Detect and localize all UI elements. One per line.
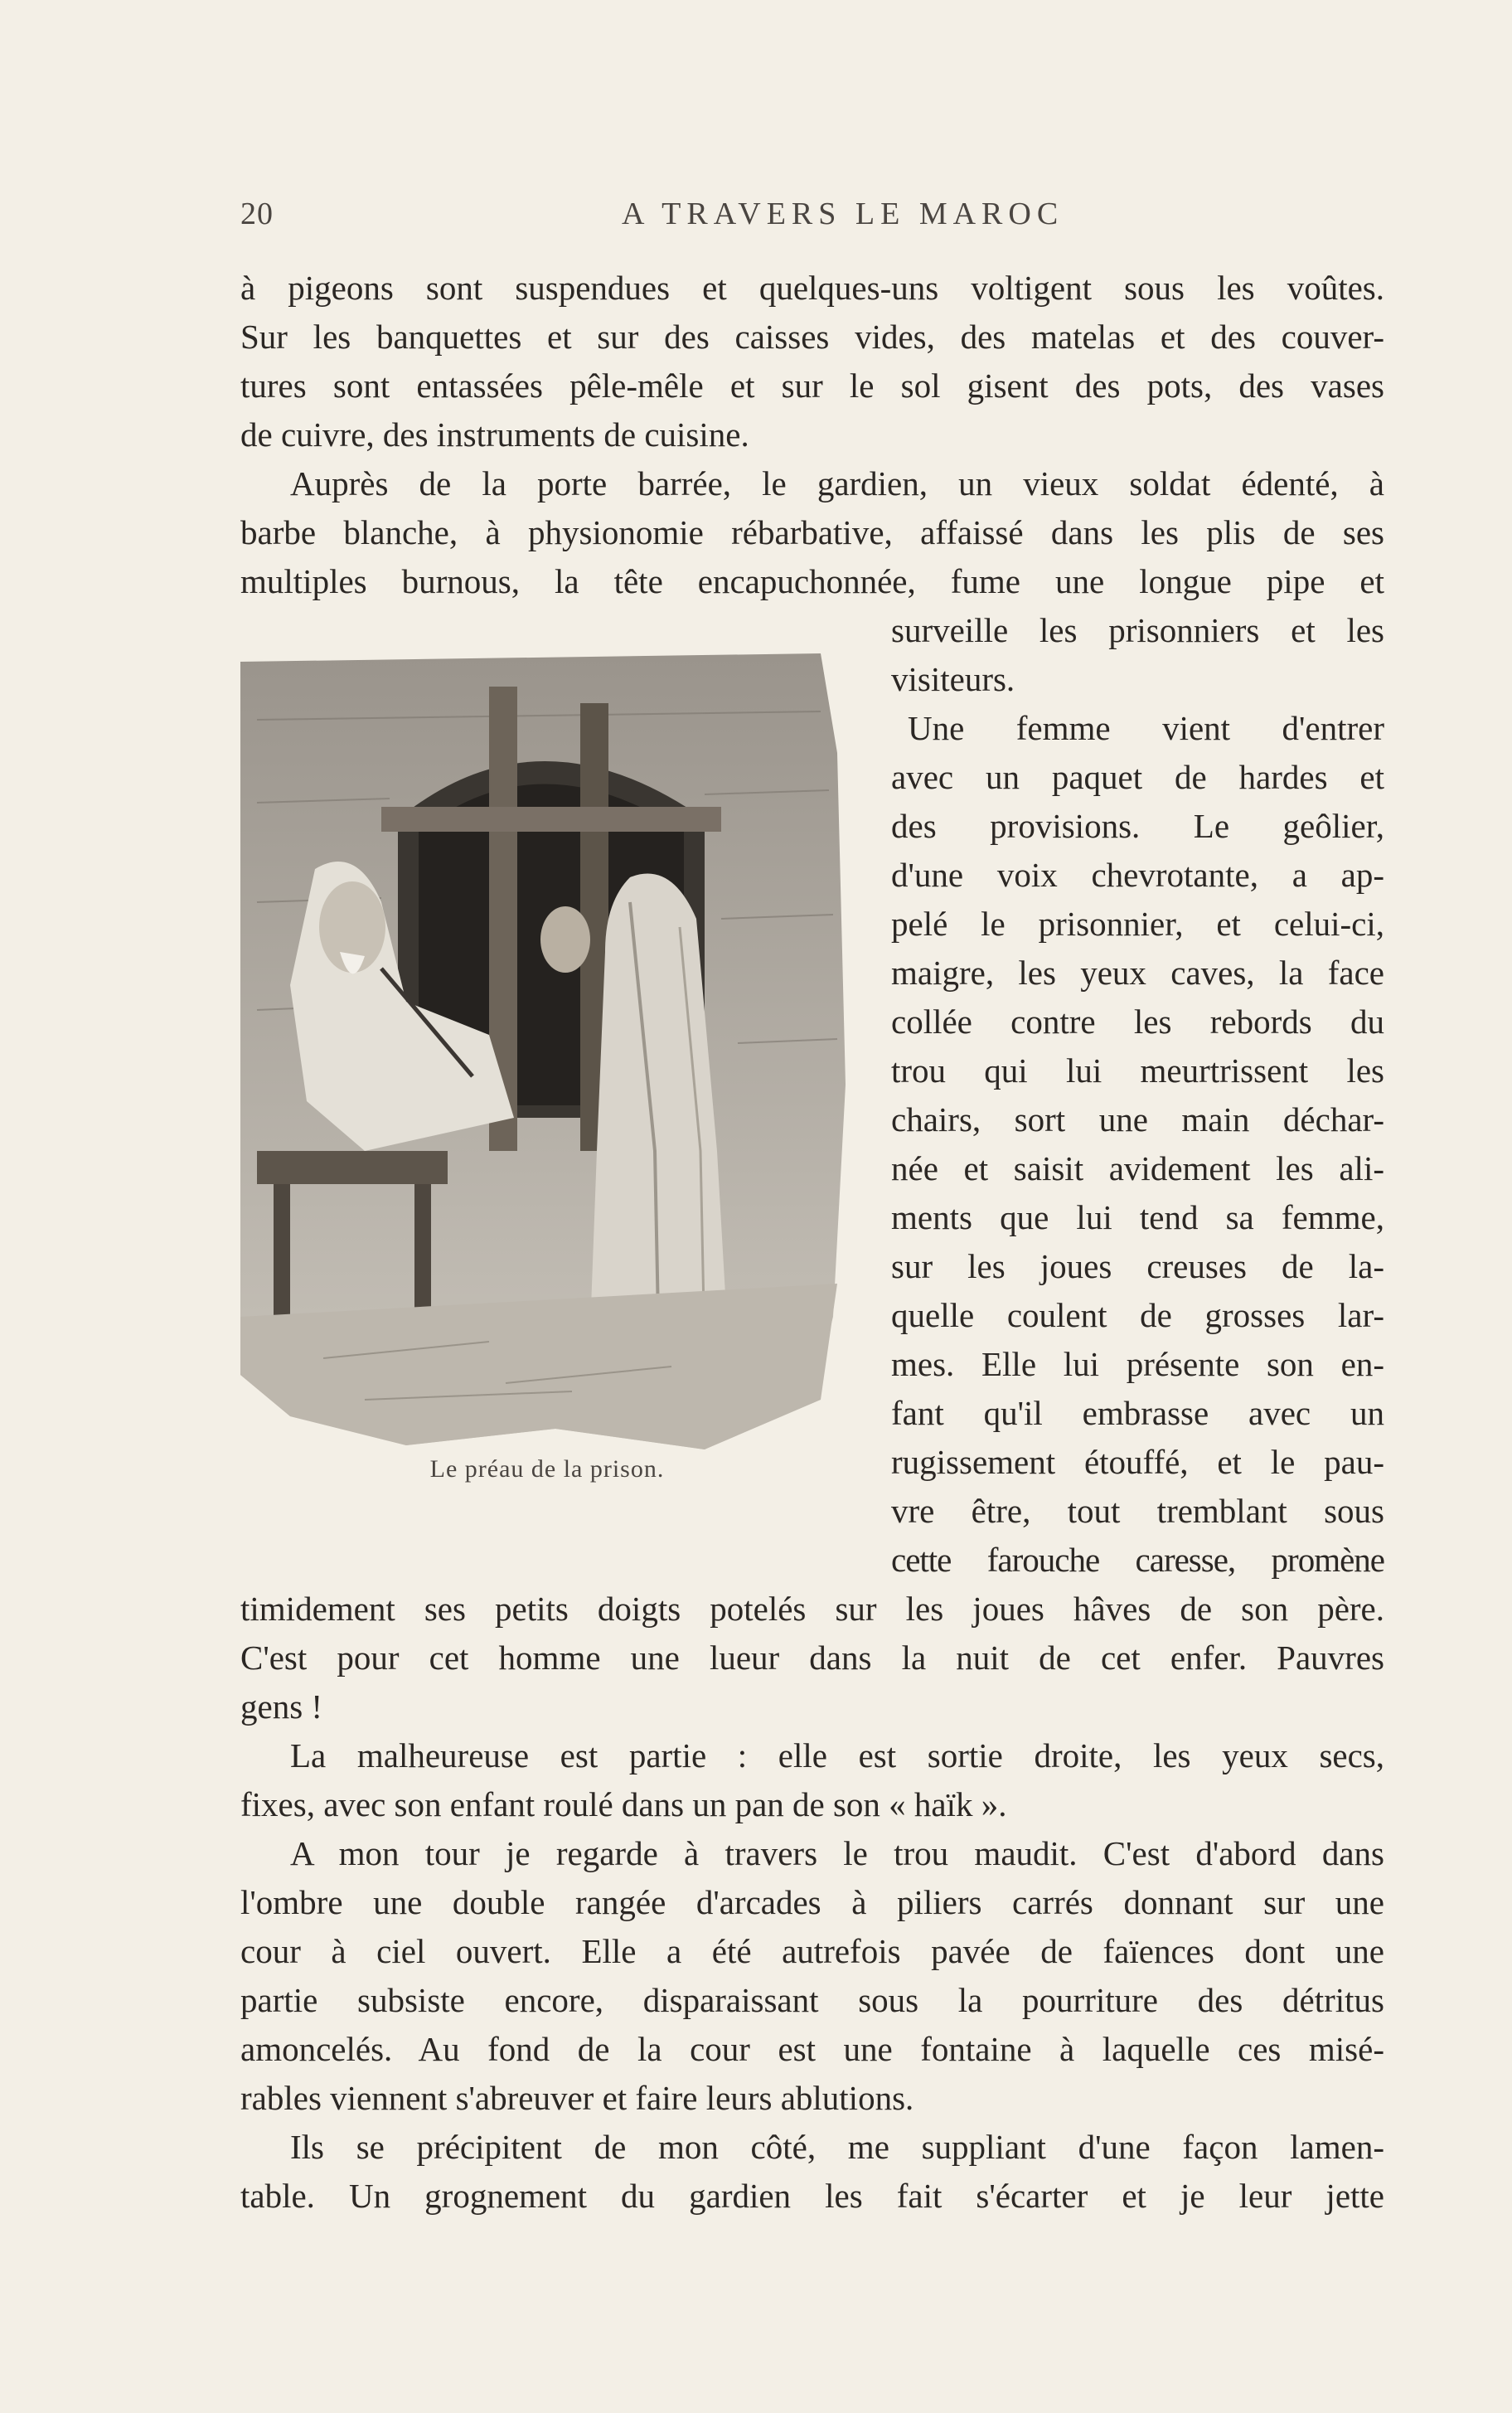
page-header bbox=[240, 196, 1384, 245]
text-line: La malheureuse est partie : elle est sortie droite, les yeux secs, bbox=[290, 1736, 1384, 1775]
text-line: maigre, les yeux caves, la face bbox=[891, 954, 1384, 992]
text-line: amoncelés. Au fond de la cour est une fontaine à laquelle ces misé- bbox=[240, 2030, 1384, 2068]
text-line: multiples burnous, la tête encapuchonnée, fume une longue pipe et bbox=[240, 562, 1384, 600]
text-line: visiteurs. bbox=[891, 660, 1015, 698]
prison-courtyard-illustration bbox=[240, 653, 846, 1462]
text-line: trou qui lui meurtrissent les bbox=[891, 1051, 1384, 1090]
text-line: chairs, sort une main déchar- bbox=[891, 1100, 1384, 1139]
text-line: tures sont entassées pêle-mêle et sur le sol gisent des pots, des vases bbox=[240, 367, 1384, 405]
text-line: quelle coulent de grosses lar- bbox=[891, 1296, 1384, 1334]
text-line: rables viennent s'abreuver et faire leurs ablutions. bbox=[240, 2079, 914, 2117]
text-line: de cuivre, des instruments de cuisine. bbox=[240, 415, 749, 454]
text-line: timidement ses petits doigts potelés sur les joues hâves de son père. bbox=[240, 1590, 1384, 1628]
text-line: gens ! bbox=[240, 1687, 323, 1726]
text-line: partie subsiste encore, disparaissant sous la pourriture des détritus bbox=[240, 1981, 1384, 2019]
text-line: des provisions. Le geôlier, bbox=[891, 807, 1384, 845]
text-line: fant qu'il embrasse avec un bbox=[891, 1394, 1384, 1432]
page-number: 20 bbox=[240, 197, 274, 231]
figure-caption: Le préau de la prison. bbox=[429, 1455, 665, 1483]
text-line: cour à ciel ouvert. Elle a été autrefois pavée de faïences dont une bbox=[240, 1932, 1384, 1970]
text-line: collée contre les rebords du bbox=[891, 1003, 1384, 1041]
text-line: pelé le prisonnier, et celui-ci, bbox=[891, 905, 1384, 943]
text-line: A mon tour je regarde à travers le trou maudit. C'est d'abord dans bbox=[290, 1834, 1384, 1872]
text-line: née et saisit avidement les ali- bbox=[891, 1149, 1384, 1187]
text-line: Une femme vient d'entrer bbox=[908, 709, 1384, 747]
text-line: cette farouche caresse, promène bbox=[891, 1541, 1384, 1579]
text-line: mes. Elle lui présente son en- bbox=[891, 1345, 1384, 1383]
text-line: vre être, tout tremblant sous bbox=[891, 1492, 1384, 1530]
text-line: avec un paquet de hardes et bbox=[891, 758, 1384, 796]
text-line: sur les joues creuses de la- bbox=[891, 1247, 1384, 1285]
text-line: fixes, avec son enfant roulé dans un pan de son « haïk ». bbox=[240, 1785, 1007, 1823]
text-line: rugissement étouffé, et le pau- bbox=[891, 1443, 1384, 1481]
text-line: Ils se précipitent de mon côté, me suppliant d'une façon lamen- bbox=[290, 2128, 1384, 2166]
text-line: table. Un grognement du gardien les fait s'écarter et je leur jette bbox=[240, 2177, 1384, 2215]
text-line: surveille les prisonniers et les bbox=[891, 611, 1384, 649]
text-line: d'une voix chevrotante, a ap- bbox=[891, 856, 1384, 894]
text-line: Sur les banquettes et sur des caisses vides, des matelas et des couver- bbox=[240, 318, 1384, 356]
text-line: l'ombre une double rangée d'arcades à piliers carrés donnant sur une bbox=[240, 1883, 1384, 1921]
text-line: à pigeons sont suspendues et quelques-uns voltigent sous les voûtes. bbox=[240, 269, 1384, 307]
text-line: ments que lui tend sa femme, bbox=[891, 1198, 1384, 1236]
running-title: A TRAVERS LE MAROC bbox=[622, 197, 1064, 231]
text-line: Auprès de la porte barrée, le gardien, un vieux soldat édenté, à bbox=[290, 464, 1384, 503]
text-line: C'est pour cet homme une lueur dans la nuit de cet enfer. Pauvres bbox=[240, 1639, 1384, 1677]
text-line: barbe blanche, à physionomie rébarbative, affaissé dans les plis de ses bbox=[240, 513, 1384, 551]
engraving-image bbox=[240, 653, 846, 1462]
